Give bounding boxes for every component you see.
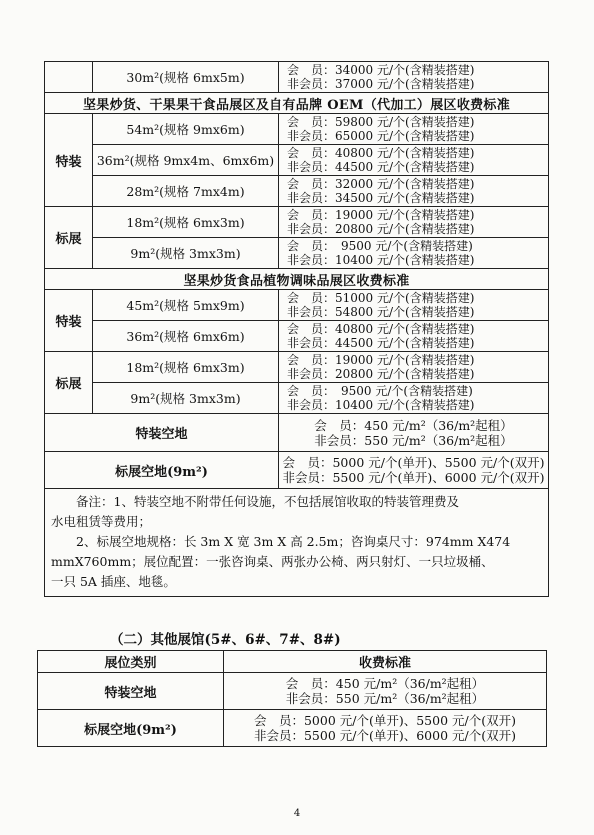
nonmember-price: 非会员：44500 元/个(含精装搭建) [287,160,475,174]
section-title: 坚果炒货、干果果干食品展区及自有品牌 OEM（代加工）展区收费标准 [45,93,549,114]
price-cell [279,383,549,414]
note-line: 2、标展空地规格：长 3m X 宽 3m X 高 2.5m；咨询桌尺寸：974mm X474 [76,534,511,549]
nonmember-price: 非会员：54800 元/个(含精装搭建) [287,305,475,319]
price-cell [279,145,549,176]
table-row [38,710,547,747]
pricing-table-2 [37,650,546,747]
price-cell [279,114,549,145]
nonmember-price: 非会员：20800 元/个(含精装搭建) [287,222,475,236]
category-label: 标展 [45,352,93,414]
category-label: 标展 [45,207,93,269]
empty-category-cell [45,62,93,93]
member-price: 会 员： 9500 元/个(含精装搭建) [287,384,473,398]
standard-space-price [224,710,547,747]
note-row [45,489,549,597]
booth-size: 54m²(规格 9mx6m) [93,114,279,145]
nonmember-price: 非会员：20800 元/个(含精装搭建) [287,367,475,381]
table-row [45,207,549,238]
nonmember-price: 非会员：5500 元/个(单开)、6000 元/个(双开) [253,728,516,743]
booth-size: 36m²(规格 6mx6m) [93,321,279,352]
member-price: 会 员：51000 元/个(含精装搭建) [287,291,475,305]
booth-size: 9m²(规格 3mx3m) [93,238,279,269]
booth-size: 45m²(规格 5mx9m) [93,290,279,321]
nonmember-price: 非会员：37000 元/个(含精装搭建) [287,77,475,91]
booth-size: 9m²(规格 3mx3m) [93,383,279,414]
nonmember-price: 非会员：550 元/m²（36/m²起租） [314,432,513,448]
nonmember-price: 非会员：10400 元/个(含精装搭建) [287,253,475,267]
price-cell [279,238,549,269]
standard-space-label: 标展空地(9m²) [38,710,224,747]
raw-space-price [224,673,547,710]
table-header-row [38,651,547,673]
table-row [45,321,549,352]
member-price: 会 员：40800 元/个(含精装搭建) [287,322,475,336]
member-price: 会 员：40800 元/个(含精装搭建) [287,146,475,160]
page-number: 4 [293,808,301,819]
price-cell [279,352,549,383]
standard-space-label: 标展空地(9m²) [45,452,279,489]
booth-size: 36m²(规格 9mx4m、6mx6m) [93,145,279,176]
table-row [45,176,549,207]
column-header: 收费标准 [224,651,547,673]
price-cell [279,176,549,207]
table-row [45,62,549,93]
price-cell [279,321,549,352]
pricing-table-1 [44,61,548,597]
nonmember-price: 非会员：10400 元/个(含精装搭建) [287,398,475,412]
table-row [45,383,549,414]
column-header: 展位类别 [38,651,224,673]
raw-space-label: 特装空地 [38,673,224,710]
remarks [45,489,549,597]
member-price: 会 员：19000 元/个(含精装搭建) [287,208,475,222]
note-line: 水电租赁等费用； [51,514,152,529]
category-label: 特装 [45,114,93,207]
booth-size: 28m²(规格 7mx4m) [93,176,279,207]
table-row [45,145,549,176]
table-row [45,452,549,489]
member-price: 会 员：450 元/m²（36/m²起租） [314,417,513,433]
section-title: 坚果炒货食品植物调味品展区收费标准 [45,269,549,290]
booth-size: 18m²(规格 6mx3m) [93,207,279,238]
raw-space-label: 特装空地 [45,414,279,452]
booth-size: 18m²(规格 6mx3m) [93,352,279,383]
table-row [45,114,549,145]
nonmember-price: 非会员：5500 元/个(单开)、6000 元/个(双开) [282,470,545,485]
section-heading: （二）其他展馆(5#、6#、7#、8#) [110,632,341,648]
price-cell [279,62,549,93]
note-line: 备注：1、特装空地不附带任何设施，不包括展馆收取的特装管理费及 [76,494,459,509]
section-title-row [45,269,549,290]
nonmember-price: 非会员：44500 元/个(含精装搭建) [287,336,475,350]
member-price: 会 员：19000 元/个(含精装搭建) [287,353,475,367]
note-line: mmX760mm；展位配置：一张咨询桌、两张办公椅、两只射灯、一只垃圾桶、 [51,554,494,569]
member-price: 会 员：450 元/m²（36/m²起租） [285,676,485,691]
table-row [45,414,549,452]
nonmember-price: 非会员：65000 元/个(含精装搭建) [287,129,475,143]
price-cell [279,290,549,321]
member-price: 会 员：32000 元/个(含精装搭建) [287,177,475,191]
member-price: 会 员：5000 元/个(单开)、5500 元/个(双开) [253,713,516,728]
member-price: 会 员： 9500 元/个(含精装搭建) [287,239,473,253]
member-price: 会 员：34000 元/个(含精装搭建) [287,63,475,77]
table-row [45,238,549,269]
standard-space-price [279,452,549,489]
nonmember-price: 非会员：550 元/m²（36/m²起租） [285,691,485,706]
category-label: 特装 [45,290,93,352]
raw-space-price [279,414,549,452]
section-title-row [45,93,549,114]
member-price: 会 员：5000 元/个(单开)、5500 元/个(双开) [282,455,545,470]
nonmember-price: 非会员：34500 元/个(含精装搭建) [287,191,475,205]
booth-size: 30m²(规格 6mx5m) [93,62,279,93]
price-cell [279,207,549,238]
table-row [45,352,549,383]
note-line: 一只 5A 插座、地毯。 [51,574,176,589]
table-row [38,673,547,710]
member-price: 会 员：59800 元/个(含精装搭建) [287,115,475,129]
table-row [45,290,549,321]
